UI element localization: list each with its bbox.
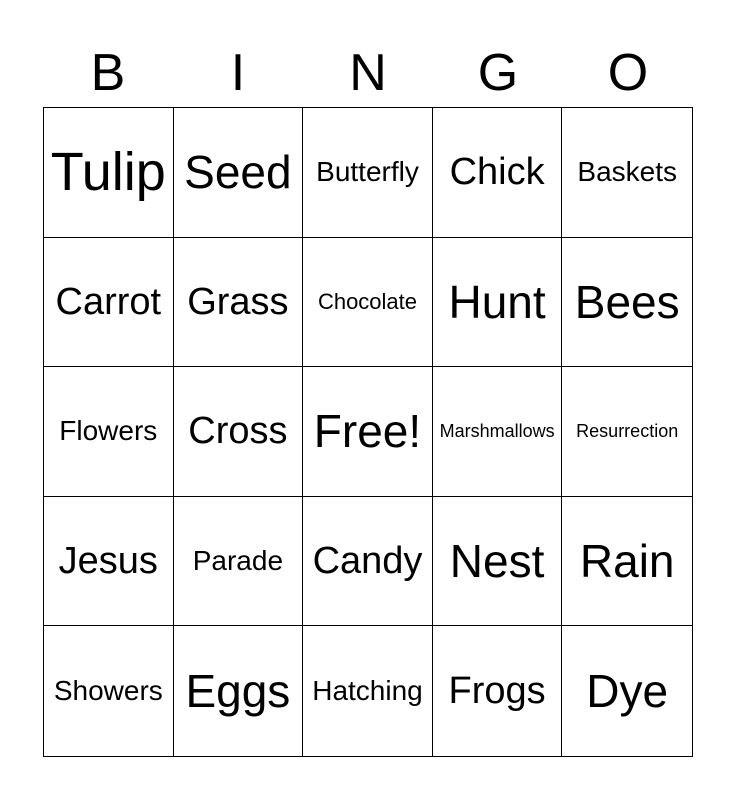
- bingo-cell[interactable]: Tulip: [44, 108, 174, 238]
- bingo-cell[interactable]: Seed: [174, 108, 304, 238]
- bingo-cell[interactable]: Baskets: [562, 108, 692, 238]
- bingo-cell[interactable]: Frogs: [433, 626, 563, 756]
- bingo-cell[interactable]: Candy: [303, 497, 433, 627]
- bingo-cell[interactable]: Jesus: [44, 497, 174, 627]
- bingo-cell[interactable]: Hatching: [303, 626, 433, 756]
- bingo-cell[interactable]: Cross: [174, 367, 304, 497]
- bingo-cell[interactable]: Resurrection: [562, 367, 692, 497]
- bingo-cell[interactable]: Parade: [174, 497, 304, 627]
- bingo-header: [43, 40, 693, 106]
- bingo-cell[interactable]: Marshmallows: [433, 367, 563, 497]
- bingo-cell[interactable]: Hunt: [433, 238, 563, 368]
- bingo-cell[interactable]: Dye: [586, 665, 669, 718]
- header-letter-b: B: [90, 44, 126, 102]
- bingo-cell[interactable]: Bees: [562, 238, 692, 368]
- header-letter-n: N: [349, 44, 387, 102]
- bingo-cell[interactable]: Showers: [44, 626, 174, 756]
- bingo-cell[interactable]: Grass: [174, 238, 304, 368]
- header-letter-i: I: [230, 44, 246, 102]
- bingo-cell[interactable]: Chocolate: [303, 238, 433, 368]
- bingo-free-space[interactable]: Free!: [303, 367, 433, 497]
- bingo-cell[interactable]: Chick: [433, 108, 563, 238]
- bingo-cell[interactable]: Carrot: [44, 238, 174, 368]
- bingo-cell[interactable]: Nest: [433, 497, 563, 627]
- bingo-cell[interactable]: Eggs: [174, 626, 304, 756]
- bingo-cell[interactable]: Rain: [562, 497, 692, 627]
- header-letter-g: G: [477, 44, 519, 102]
- bingo-card: [43, 107, 693, 757]
- bingo-cell[interactable]: Flowers: [44, 367, 174, 497]
- bingo-cell[interactable]: Butterfly: [303, 108, 433, 238]
- header-letter-o: O: [607, 44, 649, 102]
